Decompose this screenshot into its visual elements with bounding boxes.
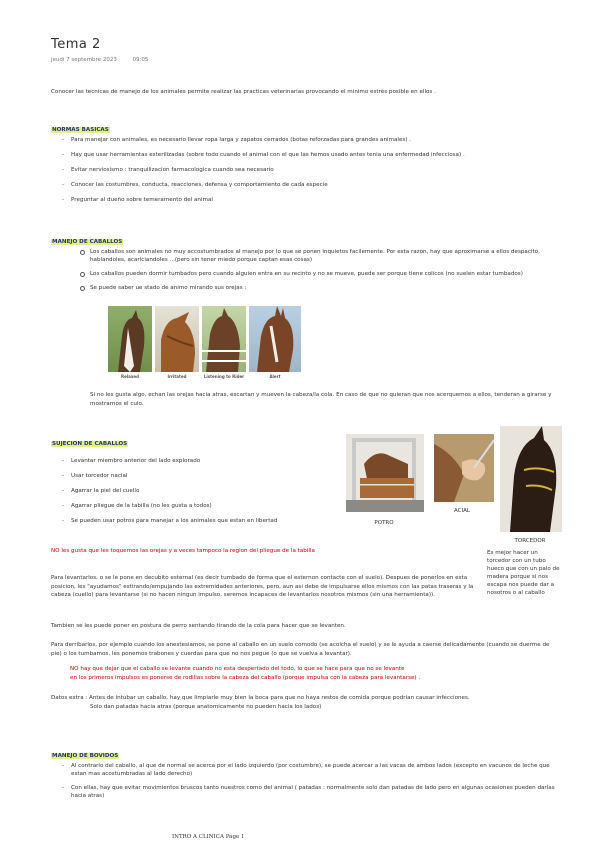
label-potro: POTRO: [374, 520, 394, 526]
caballos-list: [80, 248, 560, 292]
section-heading: MANEJO DE CABALLOS: [52, 239, 123, 245]
section-normas: [51, 116, 110, 135]
list-item: - Agarrar la piel del cuello: [62, 487, 352, 495]
levantar-paragraph: Para levantarlos, o se le pone en decubito esternal (es decir tumbado de forma que el esternon contacte con el suelo). Despues de ponerlos en esta posicion, les "ayudamos" estirando/empujando las extremidades anteriores, pero, aun asi debe de impulsarse ellos mismos con las patas traseras y la cabeza (cuello) para levantarse (si no hacen ningun impulso, seremos incapaces de levantarlos nosotros mismos (sin una herramienta)).: [51, 575, 474, 598]
page-time: 09:05: [132, 57, 149, 63]
list-item: - Para manejar con animales, es necesario llevar ropa larga y zapatos cerrados (botas reforzadas para grandes animales) .: [62, 136, 562, 144]
ears-note: Si no les gusta algo, echan las orejas hacia atras, escartan y mueven la cabeza/la cola. En caso de que no quieran que nos acerquemos a ellos, tenderan a girarse y mostrarnos el culo.: [90, 392, 552, 407]
horse-photo-relaxed: [108, 306, 152, 372]
list-item: - Se pueden usar potros para manejar a los animales que estan en libertad: [62, 517, 352, 525]
section-heading: MANEJO DE BOVIDOS: [52, 753, 119, 759]
page-footer: INTRO A CLINICA Page 1: [172, 834, 245, 840]
list-item: - Al contrario del caballo, al que de normal se acerca por el lado izquierdo (por costumbre), se puede acercar a las vacas de ambos lados (excepto en vacunos de leche que estan mas acostumbradas al lado derecho): [62, 762, 562, 778]
section-sujecion: [51, 430, 128, 449]
list-item: - Levantar miembro anterior del lado explorado: [62, 457, 352, 465]
sujecion-warning: NO les gusta que les toquemos las orejas y a veces tampoco la region del pliegue de la tabilla: [51, 548, 315, 554]
list-item: - Hay que usar herramientas esterilizadas (sobre todo cuando el animal con el que las hemos usado antes tenia una enfermedad infecciosa) .: [62, 151, 562, 159]
intro-text: Conocer las tecnicas de manejo de los animales permite realizar las practicas veterinarias provocando el minimo estrés posible en ellos .: [51, 89, 436, 95]
horse-photo-alert: [249, 306, 301, 372]
acial-photo: [434, 434, 494, 502]
normas-list: [62, 136, 562, 204]
section-heading: SUJECION DE CABALLOS: [52, 441, 128, 447]
list-item: - Evitar nerviosismo : tranquilizacion farmacologica cuando sea necesario: [62, 166, 562, 174]
label-torcedor: TORCEDOR: [514, 538, 546, 544]
section-heading: NORMAS BASICAS: [52, 127, 109, 133]
cola-paragraph: Tambien se les puede poner en postura de perro sentando tirando de la cola para hacer que se levanten.: [51, 623, 346, 629]
torcedor-note: Es mejor hacer un torcedor con un tubo hueco que con un palo de madera porque si nos escapa nos puede dar a nosotros o al caballo: [487, 550, 560, 596]
horse-photo-irritated: [155, 306, 199, 372]
warning-line-1: NO hay que dejar que el caballo se levante cuando no esta despertado del todo, lo que se hace para que no se levante: [70, 666, 405, 672]
page-date: jeudi 7 septembre 2023: [51, 57, 117, 63]
warning-line-2: en los primeros impulsos es ponerse de rodillas sobre la cabeza del caballo (porque impulsa con la cabeza para levantarse) .: [70, 675, 421, 681]
bovidos-list: [62, 762, 562, 800]
potro-photo: [346, 434, 424, 512]
label-acial: ACIAL: [454, 508, 470, 514]
caption-relaxed: Relaxed: [120, 374, 140, 379]
extra-data-2: Solo dan patadas hacia atras (porque anatomicamente no pueden hacia los lados): [90, 704, 322, 710]
caption-irritated: Irritated: [167, 374, 187, 379]
torcedor-photo: [500, 426, 562, 532]
list-item: - Agarrar pliegue de la tabilla (no les gusta a todos): [62, 502, 352, 510]
caption-listening: Listening to Rider: [203, 374, 245, 379]
page-title: Tema 2: [51, 37, 101, 52]
list-item: Los caballos pueden dormir tumbados pero cuando alguien entra en su recinto y no se mueve, puede ser porque tiene colicos (no suelen estar tumbados): [80, 270, 560, 278]
horse-photo-listening: [202, 306, 246, 372]
section-caballos: [51, 228, 123, 247]
caption-alert: Alert: [269, 374, 281, 379]
list-item: Se puede saber ue stado de animo mirando sus orejas :: [80, 284, 560, 292]
sujecion-list: [62, 457, 352, 525]
list-item: - Usar torcedor nacial: [62, 472, 352, 480]
derribar-paragraph: Para derribarlos, por ejemplo cuando los anestesiamos, se pone al caballo en un suelo comodo (se acolcha el suelo) y se le ayuda a caerse delicadamente (cuando se duerme de pie) o los tumbamos, les ponemos trabones y cuerdas para que no nos pegue (o que se vuelva a levantar).: [51, 642, 550, 657]
list-item: - Preguntar al dueño sobre temeramento del animal: [62, 196, 562, 204]
list-item: - Con ellas, hay que evitar movimientos bruscos tanto nuestros como del animal ( patadas : normalmente solo dan patadas de lado pero en algunas ocasiones pueden darlas hacia atras): [62, 784, 562, 800]
extra-data-1: Datos extra : Antes de intubar un caballo, hay que limpiarle muy bien la boca para que no haya restos de comida porque podrian causar infecciones.: [51, 695, 470, 701]
section-bovidos: [51, 742, 119, 761]
list-item: - Conocer las costumbres, conducta, reacciones, defensa y comportamiento de cada especie: [62, 181, 562, 189]
page-meta: [51, 57, 162, 63]
list-item: Los caballos son animales no muy accostumbrados al manejo por lo que se ponen inquietos facilemente. Por esta razon, hay que aproximarse a ellos despacito, hablandoles, acariciandoles ...(pero sin tener miedo porque captan esas cosas): [80, 248, 560, 264]
